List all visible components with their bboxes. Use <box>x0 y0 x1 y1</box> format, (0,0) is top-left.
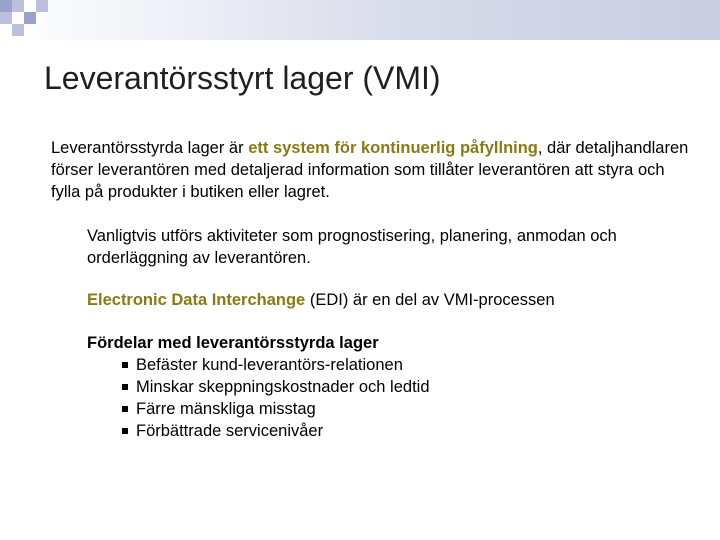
square-bullet-icon <box>122 406 128 412</box>
activities-paragraph: Vanligtvis utförs aktiviteter som prognostisering, planering, anmodan och orderläggning av leverantören. <box>87 227 617 267</box>
header-band <box>0 0 720 40</box>
list-item-text: Minskar skeppningskostnader och ledtid <box>136 378 430 396</box>
square-bullet-icon <box>122 362 128 368</box>
list-item <box>122 354 687 376</box>
intro-text-end: , där detaljhandlaren förser leverantören med detaljerad information som tillåter leverantören att styra och fylla på produkter i butiken eller lagret. <box>51 139 689 201</box>
edi-highlight: Electronic Data Interchange <box>87 291 306 309</box>
square-bullet-icon <box>122 384 128 390</box>
list-item-text: Förbättrade servicenivåer <box>136 422 324 440</box>
intro-text-start: Leverantörsstyrda lager är <box>51 139 249 157</box>
list-item <box>122 398 687 420</box>
edi-paragraph <box>87 289 687 311</box>
intro-highlight: ett system för kontinuerlig påfyllning <box>248 139 538 157</box>
square-bullet-icon <box>122 428 128 434</box>
slide-title: Leverantörsstyrt lager (VMI) <box>44 60 441 96</box>
benefits-section <box>87 332 687 442</box>
benefits-list <box>87 354 687 442</box>
list-item-text: Färre mänskliga misstag <box>136 400 316 418</box>
list-item-text: Befäster kund-leverantörs-relationen <box>136 356 403 374</box>
list-item <box>122 376 687 398</box>
intro-paragraph <box>51 137 691 203</box>
edi-text: (EDI) är en del av VMI-processen <box>305 291 555 309</box>
benefits-title: Fördelar med leverantörsstyrda lager <box>87 334 379 352</box>
list-item <box>122 420 687 442</box>
